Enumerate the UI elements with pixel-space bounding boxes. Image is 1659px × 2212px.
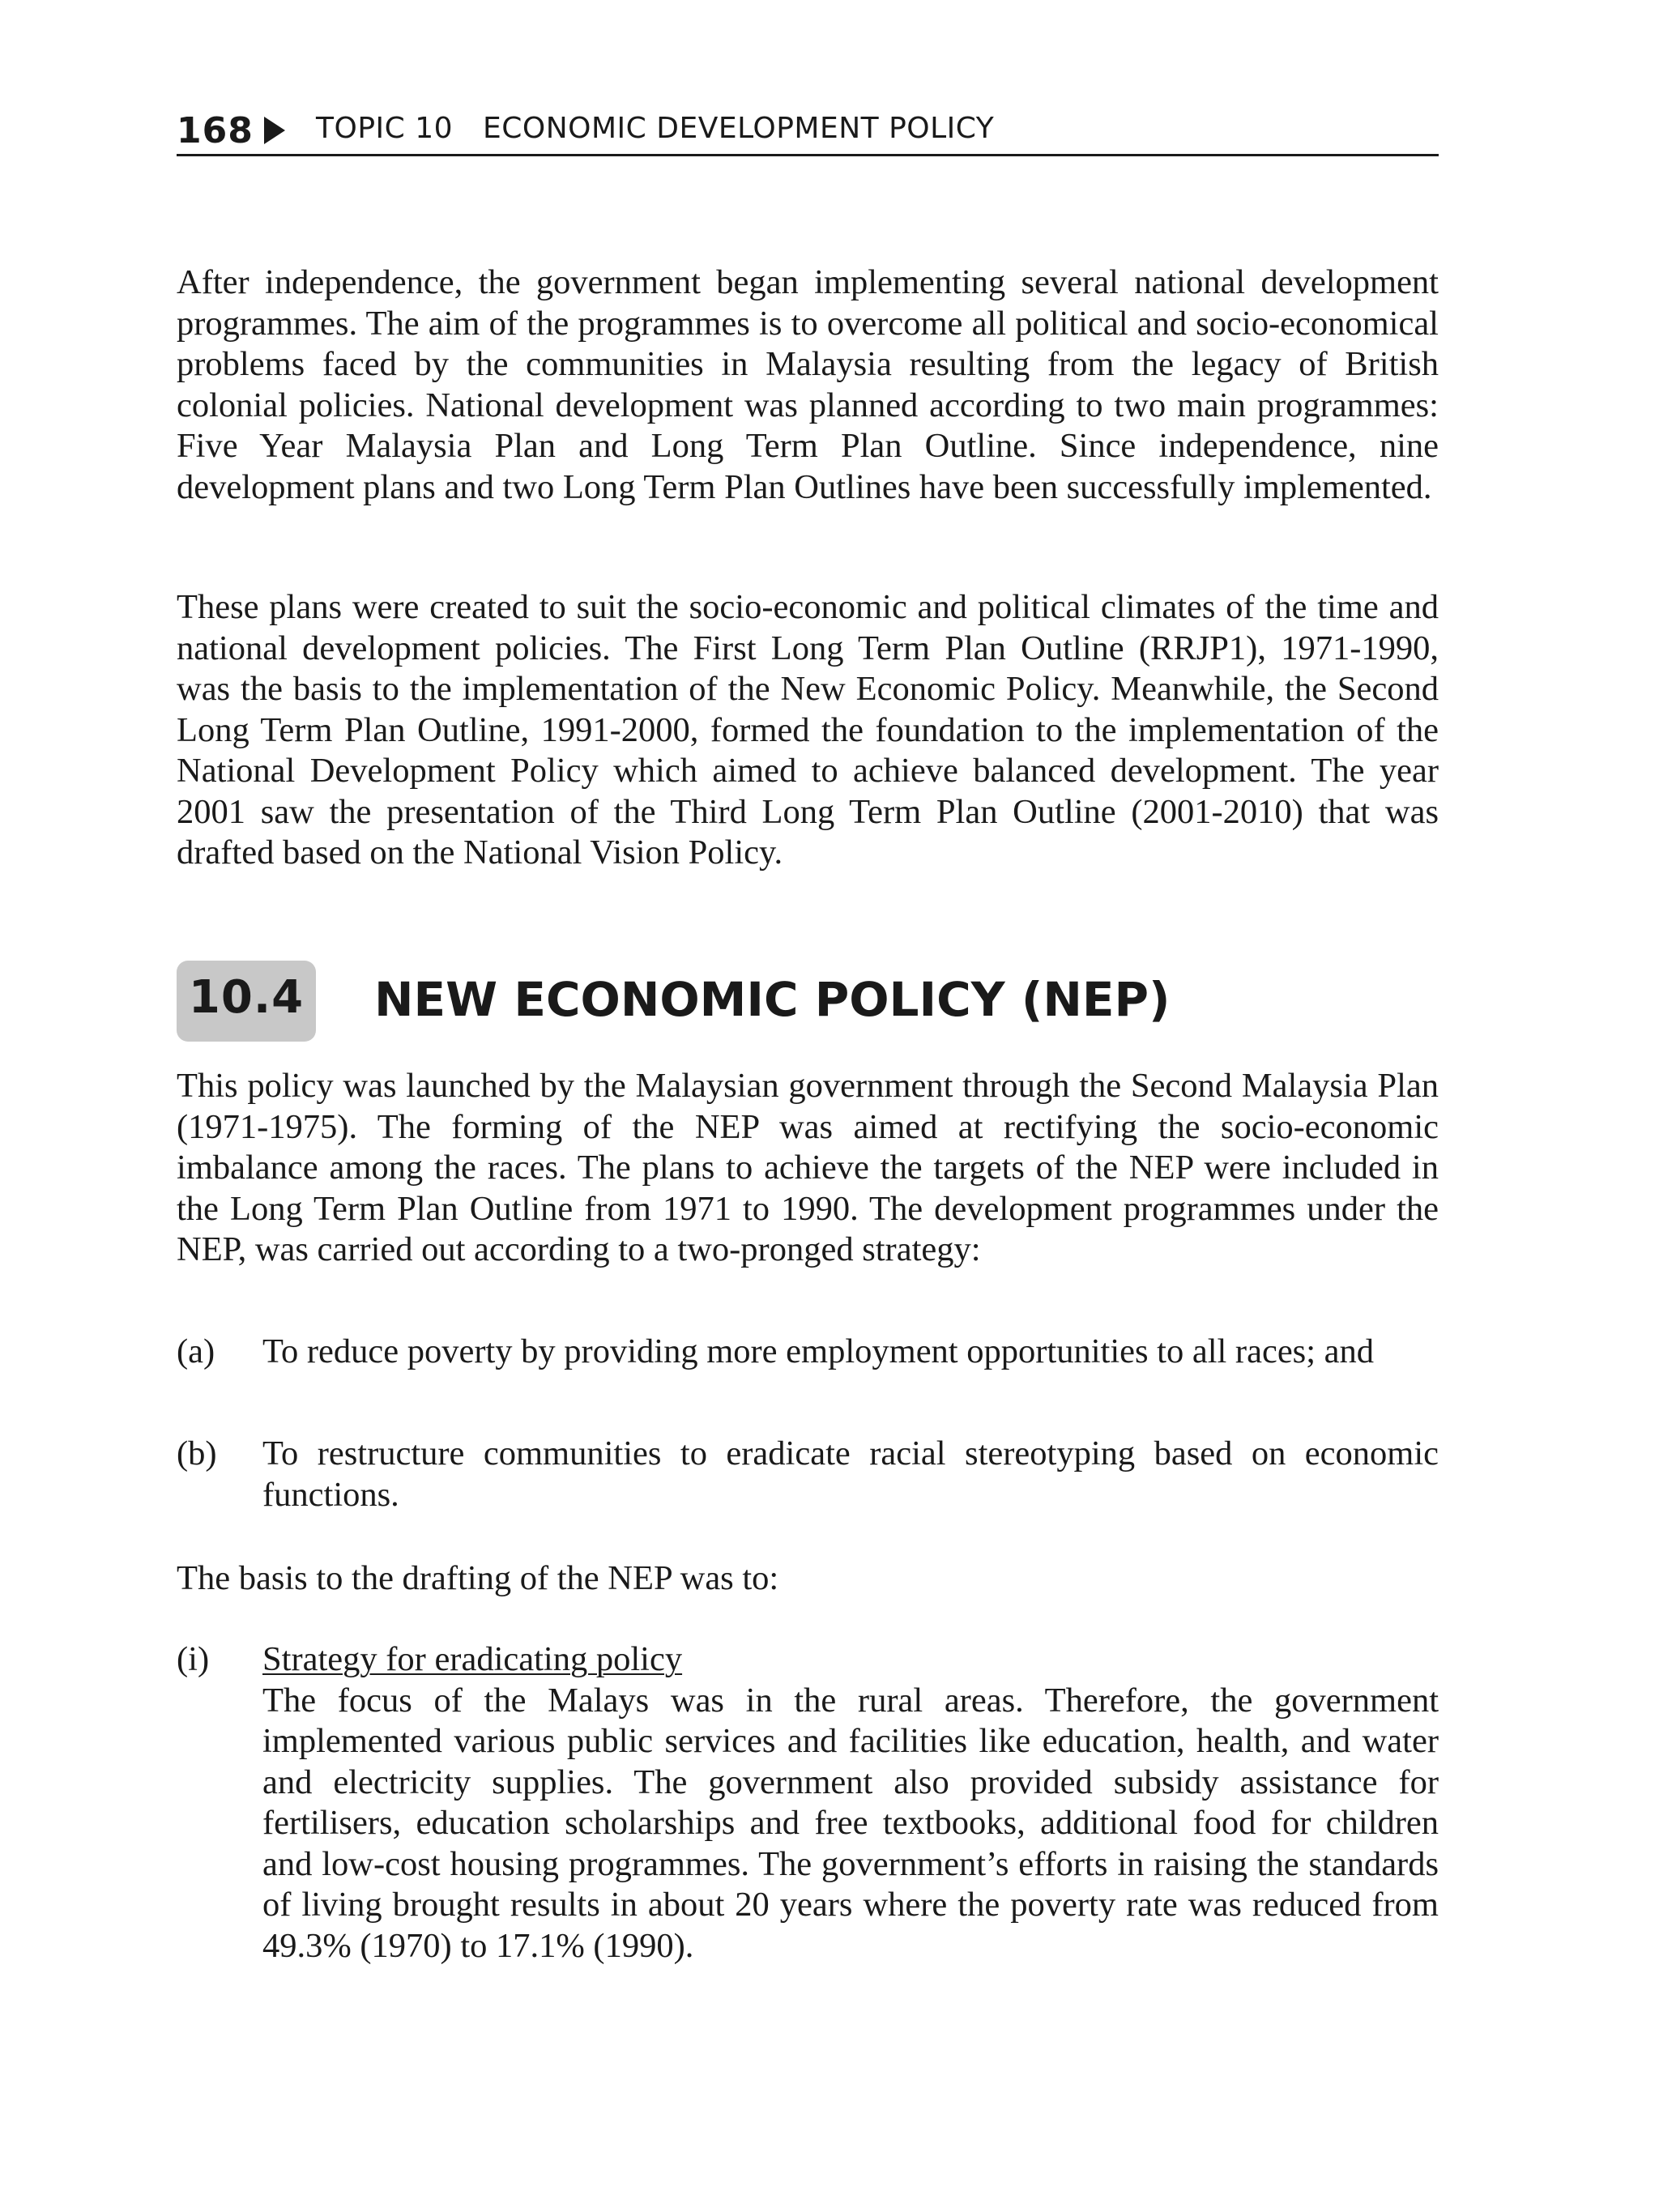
basis-item-content <box>262 1639 1439 1967</box>
running-header <box>177 107 1439 156</box>
section-title: NEW ECONOMIC POLICY (NEP) <box>374 972 1171 1027</box>
play-arrow-icon <box>264 117 285 144</box>
paragraph-nep-intro: This policy was launched by the Malaysian government through the Second Malaysia Plan (1971-1975). The forming of the NEP was aimed at rectifying the socio-economic imbalance among the races. The plans to achieve the targets of the NEP were included in the Long Term Plan Outline from 1971 to 1990. The development programmes under the NEP, was carried out according to a two-pronged strategy: <box>177 1067 1439 1268</box>
sub-heading: Strategy for eradicating policy <box>262 1640 683 1678</box>
list-item-text: To reduce poverty by providing more employment opportunities to all races; and <box>262 1332 1375 1370</box>
list-marker: (a) <box>177 1332 215 1370</box>
section-heading <box>177 961 1439 1045</box>
list-item-text: To restructure communities to eradicate racial stereotyping based on economic functions. <box>262 1434 1439 1514</box>
paragraph-independence: After independence, the government began implementing several national development programmes. The aim of the programmes is to overcome all political and socio-economical problems faced by the communities in Malaysia resulting from the legacy of British colonial policies. National development was planned according to two main programmes: Five Year Malaysia Plan and Long Term Plan Outline. Since independence, nine development plans and two Long Term Plan Outlines have been successfully implemented. <box>177 263 1439 506</box>
topic-title: ECONOMIC DEVELOPMENT POLICY <box>483 112 995 145</box>
list-marker: (i) <box>177 1640 210 1678</box>
topic-label: TOPIC 10 <box>316 112 454 145</box>
basis-item-text: The focus of the Malays was in the rural areas. Therefore, the government implemented various public services and facilities like education, health, and water and electricity supplies. The government also provided subsidy assistance for fertilisers, education scholarships and free textbooks, additional food for children and low-cost housing programmes. The government’s efforts in raising the standards of living brought results in about 20 years where the poverty rate was reduced from 49.3% (1970) to 17.1% (1990). <box>262 1681 1439 1965</box>
paragraph-nep-basis: The basis to the drafting of the NEP was to: <box>177 1559 779 1597</box>
section-number-badge: 10.4 <box>177 961 316 1042</box>
list-marker: (b) <box>177 1434 217 1473</box>
paragraph-plans: These plans were created to suit the socio-economic and political climates of the time and national development policies. The First Long Term Plan Outline (RRJP1), 1971-1990, was the basis to the implementation of the New Economic Policy. Meanwhile, the Second Long Term Plan Outline, 1991-2000, formed the foundation to the implementation of the National Development Policy which aimed to achieve balanced development. The year 2001 saw the presentation of the Third Long Term Plan Outline (2001-2010) that was drafted based on the National Vision Policy. <box>177 588 1439 872</box>
page-number: 168 <box>177 110 254 151</box>
